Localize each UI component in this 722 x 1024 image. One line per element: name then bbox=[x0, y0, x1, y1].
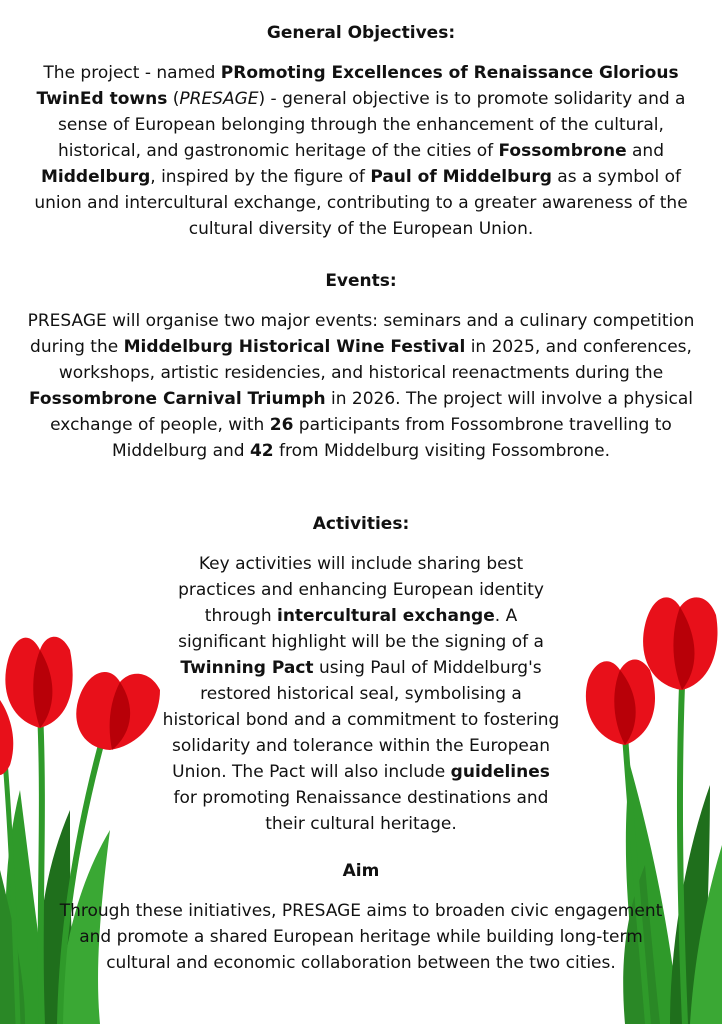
activities-paragraph: Key activities will include sharing best practices and enhancing European identity through intercultural exchange. A significant highlight will be the signing of a Twinning Pact using Paul of Middelburg's restored historical seal, symbolising a historical bond and a commitment to fostering solidarity and tolerance within the European Union. The Pact will also include guidelines for promoting Renaissance destinations and their cultural heritage. bbox=[162, 554, 560, 834]
objectives-paragraph: The project - named PRomoting Excellences of Renaissance Glorious TwinEd towns (PRESAGE) - general objective is to promote solidarity and a sense of European belonging through the enhancement of the cultural, historical, and gastronomic heritage of the cities of Fossombrone and Middelburg, inspired by the figure of Paul of Middelburg as a symbol of union and intercultural exchange, contributing to a greater awareness of the cultural diversity of the European Union. bbox=[34, 63, 688, 239]
aim-section bbox=[0, 858, 722, 976]
objectives-section bbox=[0, 20, 722, 242]
aim-paragraph: Through these initiatives, PRESAGE aims to broaden civic engagement and promote a shared European heritage while building long-term cultural and economic collaboration between the two cities. bbox=[59, 901, 663, 973]
events-heading: Events: bbox=[325, 271, 397, 291]
activities-heading: Activities: bbox=[312, 514, 410, 534]
aim-heading: Aim bbox=[342, 861, 380, 881]
activities-section bbox=[0, 511, 722, 837]
events-paragraph: PRESAGE will organise two major events: seminars and a culinary competition during the Middelburg Historical Wine Festival in 2025, and conferences, workshops, artistic residencies, and historical reenactments during the Fossombrone Carnival Triumph in 2026. The project will involve a physical exchange of people, with 26 participants from Fossombrone travelling to Middelburg and 42 from Middelburg visiting Fossombrone. bbox=[27, 311, 695, 461]
events-section bbox=[0, 268, 722, 464]
objectives-heading: General Objectives: bbox=[266, 23, 456, 43]
